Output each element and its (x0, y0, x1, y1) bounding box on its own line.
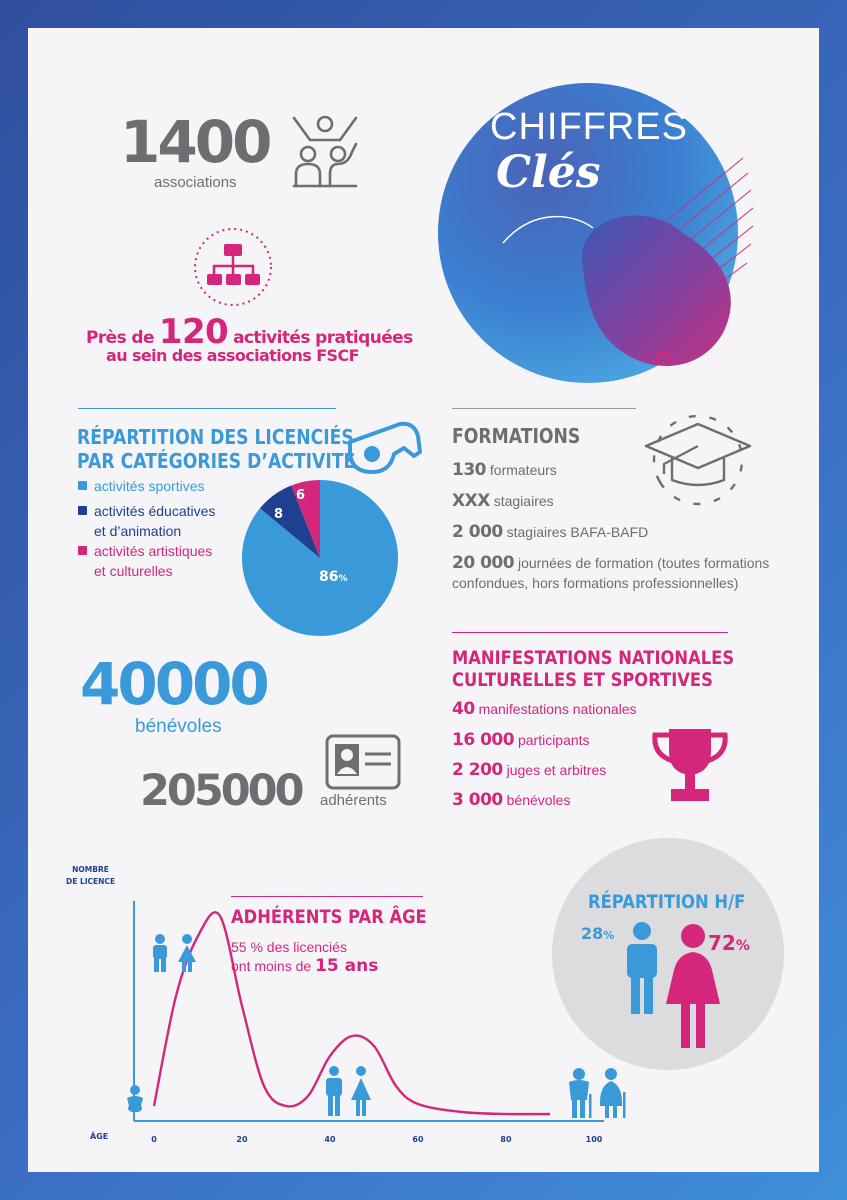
age-ylabel-2: DE LICENCE (66, 877, 116, 886)
pie-label-sport (319, 569, 348, 585)
formations-text-3: stagiaires BAFA-BAFD (506, 524, 649, 540)
formations-title: FORMATIONS (452, 424, 581, 448)
manifestations-title-1: MANIFESTATIONS NATIONALES (452, 647, 735, 669)
adherents-label: adhérents (320, 792, 387, 809)
legend-dot-sport (78, 481, 87, 490)
hf-men-unit: % (603, 929, 615, 942)
people-celebrating-icon (286, 112, 364, 190)
formations-item-3 (452, 522, 648, 542)
manifestations-value-1: 40 (452, 699, 475, 719)
adherents-value: 205000 (140, 766, 302, 816)
activities-prefix: Près de (86, 328, 154, 348)
manifestations-text-4: bénévoles (506, 792, 571, 808)
hf-title: RÉPARTITION H/F (588, 891, 746, 913)
infographic-card (28, 28, 819, 1172)
x-tick-label: 0 (151, 1135, 157, 1144)
x-tick-label: 80 (500, 1135, 512, 1144)
age-note-2 (231, 956, 378, 976)
formations-item-1 (452, 460, 557, 480)
formations-text-4: journées de formation (toutes formations (517, 555, 770, 571)
benevoles-value: 40000 (80, 650, 267, 718)
legend-dot-edu (78, 506, 87, 515)
age-ylabel-1: NOMBRE (72, 865, 109, 874)
woman-icon (664, 924, 722, 1048)
formations-item-2 (452, 491, 554, 511)
legend-edu-2: et d’animation (94, 523, 182, 539)
manifestations-text-1: manifestations nationales (478, 701, 637, 717)
legend-art-2: et culturelles (94, 563, 173, 579)
hero-line2: Clés (496, 147, 601, 198)
legend-edu (94, 501, 215, 541)
pie-sport-unit: % (338, 574, 348, 584)
pie-label-art: 6 (296, 488, 306, 503)
manifestations-item-2 (452, 730, 590, 750)
formations-value-1: 130 (452, 460, 486, 480)
pie-label-edu: 8 (274, 507, 284, 522)
formations-value-2: XXX (452, 491, 490, 511)
id-card-icon (325, 734, 401, 790)
formations-text-4b: confondues, hors formations professionnelles) (452, 575, 739, 591)
hf-men-value: 28 (581, 924, 604, 943)
age-ylabel (66, 864, 115, 888)
licencies-title-2: PAR CATÉGORIES D’ACTIVITÉ (77, 449, 356, 473)
age-title: ADHÉRENTS PAR ÂGE (231, 906, 427, 928)
x-tick-label: 20 (236, 1135, 248, 1144)
hierarchy-icon (192, 226, 274, 308)
legend-sport: activités sportives (94, 478, 205, 494)
benevoles-label: bénévoles (135, 716, 222, 737)
manifestations-value-3: 2 200 (452, 760, 503, 780)
activities-suffix: activités pratiquées (233, 328, 413, 348)
hf-women-unit: % (735, 938, 750, 954)
age-title-rule (231, 896, 423, 897)
hf-women-value: 72 (708, 931, 736, 955)
elderly-woman-icon (596, 1068, 628, 1118)
licencies-pie-chart (240, 478, 400, 638)
hero-line1: CHIFFRES (490, 106, 688, 148)
manifestations-text-3: juges et arbitres (506, 762, 607, 778)
legend-dot-art (78, 546, 87, 555)
activities-value: 120 (158, 312, 229, 352)
legend-edu-1: activités éducatives (94, 503, 216, 519)
x-tick-label: 60 (412, 1135, 424, 1144)
manifestations-rule (452, 632, 728, 633)
x-tick-label: 40 (324, 1135, 336, 1144)
associations-value: 1400 (120, 108, 270, 176)
formations-text-2: stagiaires (493, 493, 554, 509)
licencies-rule (78, 408, 336, 409)
child-boy-icon (150, 934, 170, 972)
formations-item-4 (452, 553, 769, 573)
trophy-icon (649, 725, 731, 807)
adult-man-icon (324, 1066, 344, 1116)
manifestations-text-2: participants (517, 732, 590, 748)
legend-art (94, 541, 212, 581)
age-note-prefix: ont moins de (231, 958, 312, 974)
graduation-cap-icon (638, 410, 758, 510)
formations-value-4: 20 000 (452, 553, 515, 573)
formations-rule (452, 408, 636, 409)
manifestations-title-2: CULTURELLES ET SPORTIVES (452, 669, 713, 691)
pie-sport-value: 86 (319, 569, 339, 585)
man-icon (624, 922, 660, 1014)
activities-line2: au sein des associations FSCF (106, 346, 359, 365)
hero-title (490, 106, 730, 198)
associations-label: associations (154, 174, 237, 191)
age-xlabel: ÂGE (90, 1132, 109, 1141)
hf-men (581, 924, 614, 943)
adult-woman-icon (350, 1066, 372, 1116)
legend-art-1: activités artistiques (94, 543, 213, 559)
formations-text-1: formateurs (489, 462, 557, 478)
licencies-title-1: RÉPARTITION DES LICENCIÉS (77, 425, 354, 449)
manifestations-item-1 (452, 699, 637, 719)
manifestations-value-4: 3 000 (452, 790, 503, 810)
age-note-value: 15 ans (315, 956, 379, 976)
manifestations-value-2: 16 000 (452, 730, 515, 750)
baby-icon (124, 1084, 146, 1114)
child-girl-icon (176, 934, 198, 972)
age-note-1: 55 % des licenciés (231, 939, 347, 955)
elderly-man-icon (566, 1068, 594, 1118)
manifestations-item-3 (452, 760, 606, 780)
formations-value-3: 2 000 (452, 522, 503, 542)
x-tick-label: 100 (585, 1135, 603, 1144)
whistle-icon (344, 418, 424, 478)
manifestations-item-4 (452, 790, 570, 810)
